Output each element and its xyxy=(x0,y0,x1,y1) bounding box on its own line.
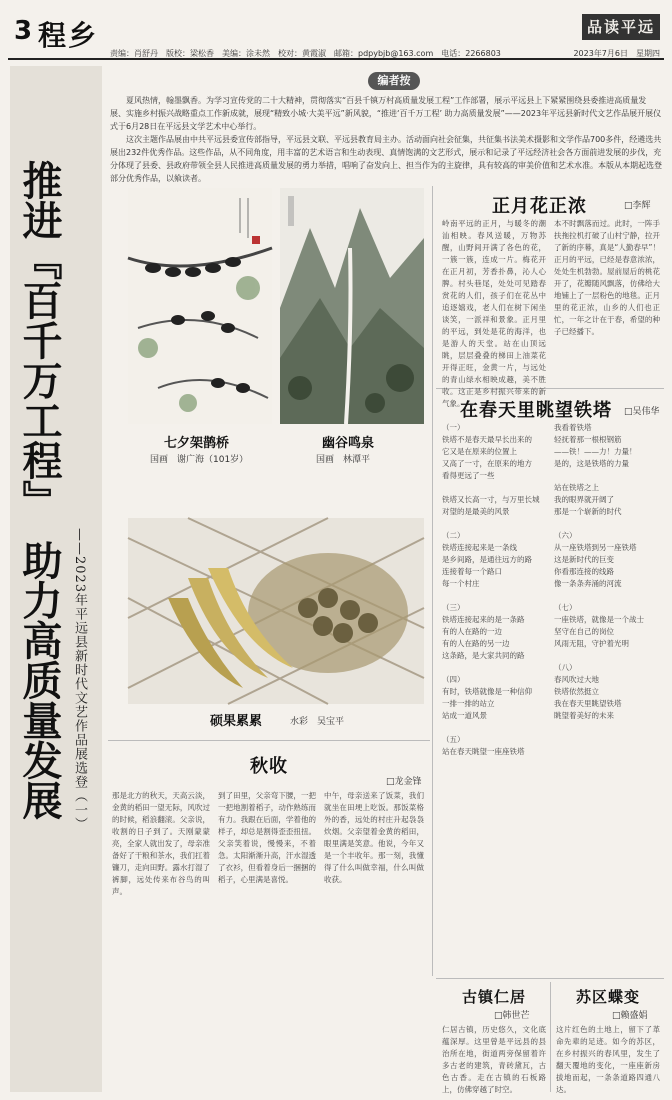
article-body: 那是北方的秋天，天高云淡，金黄的稻田一望无际，风吹过的时候，稻浪翻滚。父亲说，收割的日子到了。天刚蒙蒙亮，全家人就出发了，母亲准备好了干粮和茶水，我们扛着镰刀，走向田野。露水打湿了裤脚，远处传来布谷鸟的叫声。 xyxy=(112,791,210,896)
painting-credit: 国画 林潭平 xyxy=(316,455,371,465)
article-title: 古镇仁居 xyxy=(462,988,527,1006)
issue-date: 2023年7月6日 星期四 xyxy=(573,49,660,58)
article-body: 中午，母亲送来了饭菜，我们就坐在田埂上吃饭。那饭菜格外的香，远处的村庄升起袅袅炊烟。父亲望着金黄的稻田，眼里满是笑意。他说，今年又是一个丰收年。那一刻，我懂得了什么叫做幸福，什么叫做收获。 xyxy=(324,791,424,884)
page-number: 3 xyxy=(14,16,33,46)
column-divider xyxy=(550,982,551,1092)
painting-magpie-bridge xyxy=(128,188,272,424)
article-title: 秋收 xyxy=(250,756,288,777)
article-body: 仁居古镇，历史悠久，文化底蕴深厚。这里曾是平远县的县治所在地，街道两旁保留着许多古老的建筑，青砖黛瓦，古色古香。走在古镇的石板路上，仿佛穿越了时空。 xyxy=(442,1025,546,1094)
editor-note-paragraph: 夏风热情，翰墨飘香。为学习宣传党的二十大精神，贯彻落实“百县千镇万村高质量发展工程”工作部署，展示平远县上下紧紧围绕县委推进高质量发展、实施乡村振兴战略重点工作新成就，展现“精致小城·大美平远”新风貌，“推进‘百千万工程’ 助力高质量发展”——2023年平远县新时代文艺作品展开展仪式于6月28日在平远县文学艺术中心举行。 xyxy=(110,96,662,131)
article-author: □吴伟华 xyxy=(624,407,660,417)
painting-credit: 水彩 吴宝平 xyxy=(290,717,345,727)
article-body: 这片红色的土地上，留下了革命先辈的足迹。如今的苏区，在乡村振兴的春风里，发生了翻天覆地的变化，一座座新房拔地而起，一条条道路四通八达。 xyxy=(556,1025,660,1094)
article-title: 在春天里眺望铁塔 xyxy=(460,400,612,421)
editor-note-tag: 编者按 xyxy=(368,72,420,90)
article-body: 到了田里，父亲弯下腰，一把一把地割着稻子，动作熟练而有力。我跟在后面，学着他的样子，却总是割得歪歪扭扭。父亲笑着说，慢慢来，不着急。太阳渐渐升高，汗水湿透了衣衫，但看着身后一捆捆的稻子，心里满是喜悦。 xyxy=(218,791,316,884)
article-author: □龙金锋 xyxy=(386,777,422,787)
page-header xyxy=(8,6,664,58)
editor-credits: 责编：肖舒丹 版校：梁松香 美编：涂未然 校对：黄霞淑 邮箱：pdpybjb@163.com 电话：2266803 xyxy=(110,49,501,58)
painting-credit: 国画 谢广海（101岁） xyxy=(150,455,249,465)
painting-title: 七夕架鹊桥 xyxy=(164,436,230,451)
editor-note-paragraph: 这次主题作品展由中共平远县委宣传部指导，平远县文联、平远县教育局主办。活动面向社会征集，共征集书法美术摄影和文学作品700多件，经遴选共展出232件优秀作品。这些作品，从不同角度，用丰富的艺术语言和生动表现、真情饱满的文艺形式，展示和记录了平远经济社会各方面前进发展的步伐，充分体现了县委、县政府带领全县人民推进高质量发展的勇力举措，唱响了奋发向上、担当作为的主旋律，具有较高的审美价值和艺术水准。本版从本期起选登部分优秀作品，以飨读者。 xyxy=(110,135,662,183)
poem-body: （一） 铁塔不是春天最早长出来的 它又是在原来的位置上 又高了一寸，在原来的地方 看得更远了一些 铁塔又长高一寸，与万里长城 对望的是最美的风景 （二） 铁塔连接起来是一条线 是乡间路，是通往远方的路 连接着每一个路口 每一个村庄 （三） 铁塔连接起来的是一条路 有的人在路的一边 有的人在路的另一边 这条路，是大家共同的路 （四） 有时，铁塔就像是一种信仰 一排一排的站立 站成一道风景 （五） 站在春天眺望一座座铁塔 xyxy=(442,423,540,756)
painting-title: 幽谷鸣泉 xyxy=(322,436,375,451)
banner-subtitle: ——2023年平远县新时代文艺作品展选登（一） xyxy=(72,528,87,832)
banner-title: 推进『百千万工程』 助力高质量发展 xyxy=(16,160,63,820)
section-divider xyxy=(436,978,664,979)
article-author: □韩世芒 xyxy=(494,1011,530,1021)
header-rule xyxy=(8,58,664,60)
article-title: 苏区蝶变 xyxy=(576,988,641,1006)
article-body: 岭南平远的正月，与暖冬的潮汕相映。春风送暖，万物苏醒，山野间开满了各色的花，一簇一簇，连成一片。梅花开在正月初，芳香扑鼻，沁人心脾。村头巷尾，处处可见踏春赏花的人们，孩子们在花丛中追逐嬉戏，老人们在树下闲坐谈笑，一派祥和景象。正月里的平远，到处是花的海洋，也是游人的天堂。站在山顶远眺，层层叠叠的梯田上油菜花开得正旺，金黄一片，与远处的青山绿水相映成趣，美不胜收。这正是乡村振兴带来的新气象。 xyxy=(442,219,546,408)
article-author: □赖盛娟 xyxy=(612,1011,648,1021)
article-author: □李辉 xyxy=(624,201,651,211)
painting-valley-spring xyxy=(280,188,424,424)
column-divider xyxy=(432,186,433,976)
section-divider xyxy=(108,740,430,741)
poem-body: 我看着铁塔 轻抚着那一根根钢筋 ——铁！——力！力量！ 是的，这是铁塔的力量 站在铁塔之上 我的眼界就开阔了 那是一个崭新的时代 （六） 从一座铁塔到另一座铁塔 这是新时代的巨变 你看那连接的线路 像一条条奔涌的河流 （七） 一座铁塔，就像是一个战士 坚守在自己的岗位 风雨无阻，守护着光明 （八） 春风吹过大地 铁塔依然挺立 我在春天里眺望铁塔 眺望着美好的未来 xyxy=(554,423,644,720)
article-body: 本不时飘落而过。此时，一阵手扶拖拉机打破了山村宁静，拉开了新的序幕，真是“人勤春早”！正月的平远，已经是春意浓浓，处处生机勃勃。屋前屋后的桃花开了，花瓣随风飘落，仿佛给大地铺上了一层粉色的地毯。正月里的花正浓，山乡的人们也正忙，一年之计在于春，希望的种子已经播下。 xyxy=(554,219,660,336)
masthead-logo: 品读平远 xyxy=(582,14,660,40)
painting-title: 硕果累累 xyxy=(210,714,263,729)
painting-abundant-harvest xyxy=(128,518,424,704)
article-title: 正月花正浓 xyxy=(492,196,587,217)
section-name: 程乡 xyxy=(38,19,99,52)
editor-note xyxy=(110,94,662,185)
